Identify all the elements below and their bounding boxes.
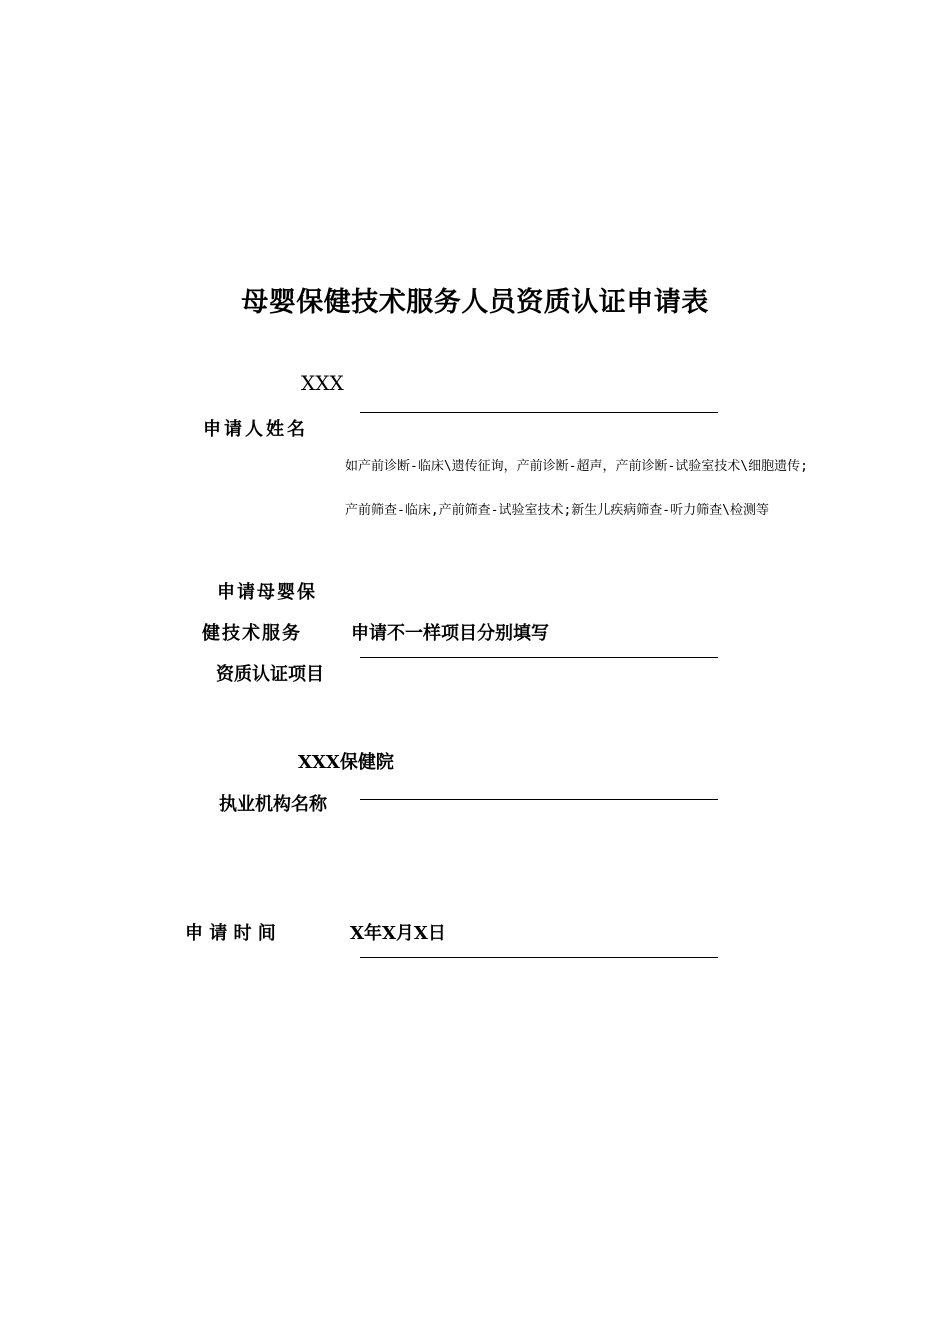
application-time-value: X年X月X日: [350, 923, 446, 944]
certification-hint-text: 如产前诊断-临床\遗传征询，产前诊断-超声，产前诊断-试验室技术\细胞遗传;产前筛查-临床,产前筛查-试验室技术;新生儿疾病筛查-听力筛查\检测等: [345, 459, 808, 518]
certification-label-line3: 资质认证项目: [216, 664, 324, 685]
page-title: 母婴保健技术服务人员资质认证申请表: [241, 287, 709, 318]
certification-value: 申请不一样项目分别填写: [351, 623, 549, 644]
certification-label-line1: 申请母婴保: [217, 582, 317, 603]
institution-value: XXX保健院: [298, 752, 394, 773]
applicant-name-label: 申请人姓名: [203, 419, 308, 440]
application-time-label: 申 请 时 间: [185, 923, 276, 944]
application-time-underline: [360, 957, 718, 958]
institution-underline: [360, 799, 718, 800]
applicant-name-value: XXX: [301, 371, 344, 395]
certification-hint: [345, 445, 815, 533]
applicant-name-underline: [360, 412, 718, 413]
institution-label: 执业机构名称: [219, 794, 327, 815]
certification-underline: [360, 657, 718, 658]
certification-label-line2: 健技术服务: [202, 623, 302, 644]
